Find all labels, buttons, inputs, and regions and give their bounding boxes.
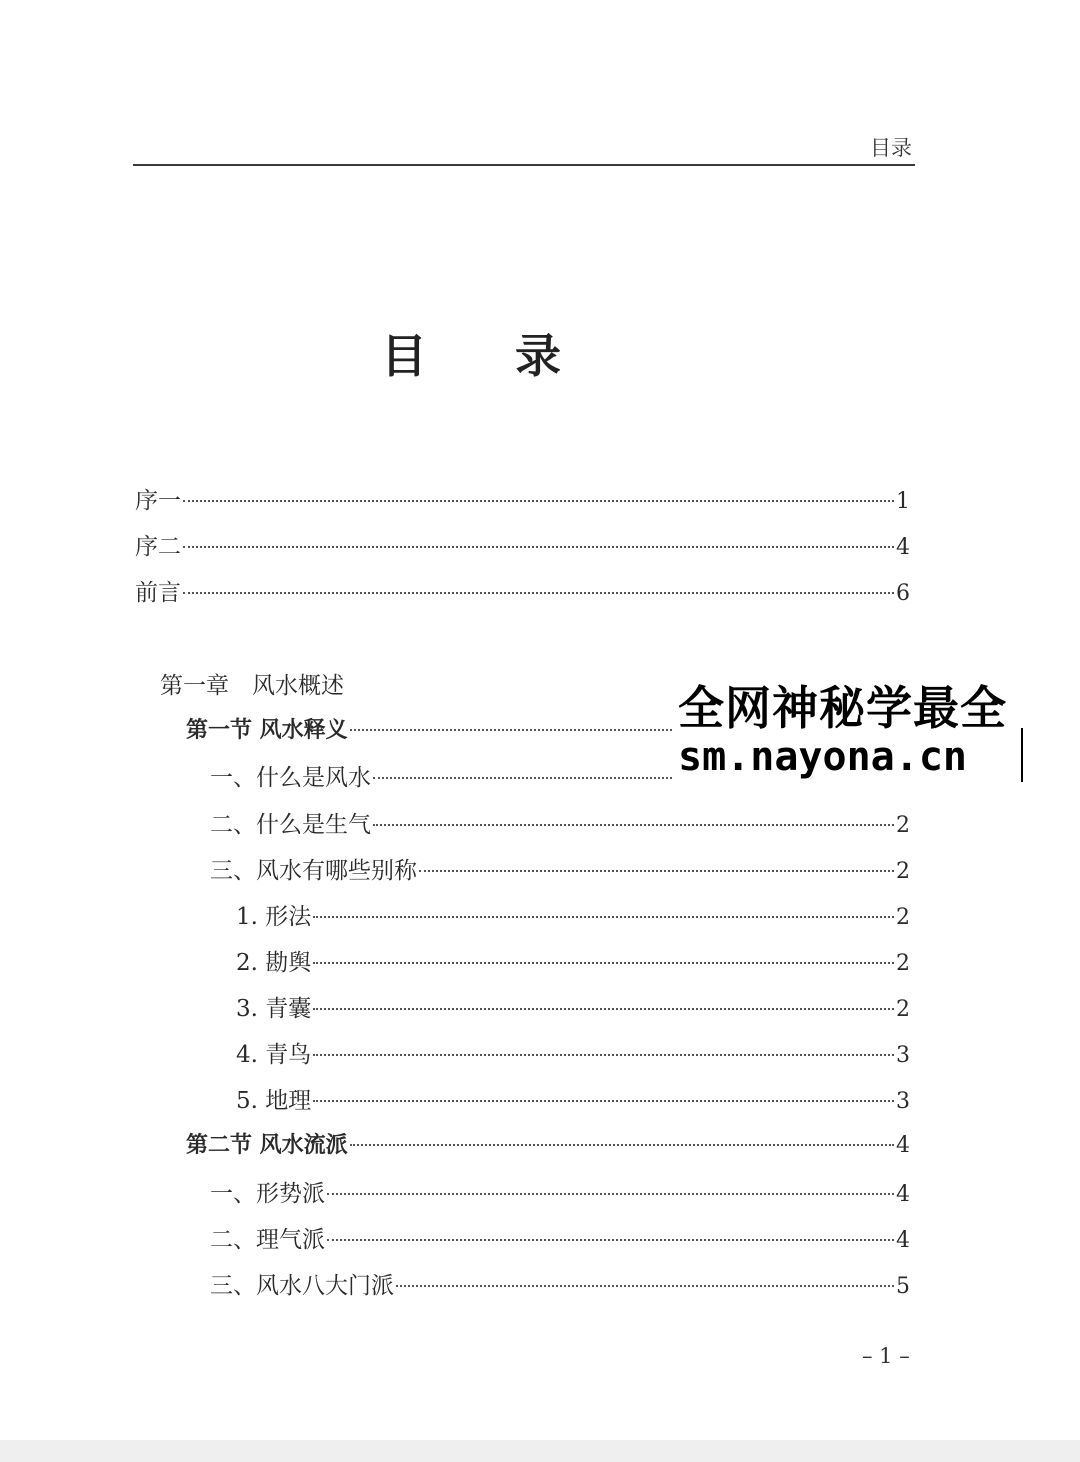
toc-entry-page: 3 xyxy=(896,1043,910,1068)
dot-leader xyxy=(350,1144,894,1146)
toc-entry-sub-1[interactable] xyxy=(236,898,910,930)
dot-leader xyxy=(313,1100,894,1102)
toc-entry-label: 二、什么是生气 xyxy=(210,812,371,838)
toc-entry-label: 序二 xyxy=(135,534,181,560)
dot-leader xyxy=(183,500,894,502)
toc-entry-label: 2. 勘舆 xyxy=(236,950,312,976)
toc-entry-sub-5[interactable] xyxy=(236,1082,910,1114)
toc-entry-form-school[interactable] xyxy=(210,1175,910,1207)
toc-entry-label: 序一 xyxy=(135,488,181,514)
toc-entry-page: 1 xyxy=(896,489,910,514)
toc-entry-page: 2 xyxy=(896,905,910,930)
toc-entry-eight-schools[interactable] xyxy=(210,1267,910,1299)
watermark-url: sm.nayona.cn xyxy=(678,734,967,780)
dot-leader xyxy=(327,1193,894,1195)
toc-entry-label: 4. 青鸟 xyxy=(236,1042,312,1068)
toc-entry-other-names[interactable] xyxy=(210,852,910,884)
toc-entry-page: 4 xyxy=(896,535,910,560)
toc-entry-page: 4 xyxy=(896,1182,910,1207)
toc-entry-qi-school[interactable] xyxy=(210,1221,910,1253)
toc-entry-what-is-qi[interactable] xyxy=(210,806,910,838)
toc-entry-preface-2[interactable] xyxy=(135,528,910,560)
toc-entry-label: 前言 xyxy=(135,580,181,606)
page-title: 目录 xyxy=(381,329,649,383)
toc-entry-label: 三、风水有哪些别称 xyxy=(210,858,417,884)
toc-entry-label: 一、什么是风水 xyxy=(210,765,371,791)
watermark-slogan: 全网神秘学最全 xyxy=(678,681,1007,735)
dot-leader xyxy=(313,962,894,964)
toc-entry-page: 5 xyxy=(896,1274,910,1299)
dot-leader xyxy=(313,1054,894,1056)
toc-entry-label: 第二节 风水流派 xyxy=(186,1133,348,1158)
toc-entry-foreword[interactable] xyxy=(135,574,910,606)
dot-leader xyxy=(327,1239,894,1241)
toc-entry-label: 一、形势派 xyxy=(210,1181,325,1207)
chapter-label: 第一章 风水概述 xyxy=(160,673,344,699)
dot-leader xyxy=(183,592,894,594)
toc-entry-label: 第一节 风水释义 xyxy=(186,718,348,743)
toc-entry-label: 二、理气派 xyxy=(210,1227,325,1253)
toc-entry-page: 6 xyxy=(896,581,910,606)
toc-entry-page: 3 xyxy=(896,1089,910,1114)
toc-entry-sub-4[interactable] xyxy=(236,1036,910,1068)
watermark-overlay xyxy=(674,668,1080,782)
toc-entry-label: 5. 地理 xyxy=(236,1088,312,1114)
toc-entry-sub-3[interactable] xyxy=(236,990,910,1022)
dot-leader xyxy=(313,1008,894,1010)
toc-entry-page: 2 xyxy=(896,951,910,976)
toc-entry-page: 4 xyxy=(896,1228,910,1253)
toc-entry-page: 2 xyxy=(896,997,910,1022)
toc-entry-label: 1. 形法 xyxy=(236,904,312,930)
dot-leader xyxy=(183,546,894,548)
dot-leader xyxy=(373,824,894,826)
toc-entry-label: 三、风水八大门派 xyxy=(210,1273,394,1299)
toc-entry-label: 3. 青囊 xyxy=(236,996,312,1022)
running-header: 目录 xyxy=(870,136,912,160)
toc-entry-sub-2[interactable] xyxy=(236,944,910,976)
footer-page-number: – 1 – xyxy=(862,1344,910,1368)
bottom-scan-band xyxy=(0,1440,1080,1462)
toc-entry-preface-1[interactable] xyxy=(135,482,910,514)
dot-leader xyxy=(419,870,894,872)
toc-entry-page: 4 xyxy=(896,1133,910,1158)
text-cursor xyxy=(1021,728,1023,782)
toc-entry-page: 2 xyxy=(896,859,910,884)
toc-entry-section-2[interactable] xyxy=(186,1128,910,1160)
dot-leader xyxy=(396,1285,894,1287)
toc-entry-page: 2 xyxy=(896,813,910,838)
dot-leader xyxy=(313,916,894,918)
toc-chapter-heading[interactable] xyxy=(160,667,660,699)
